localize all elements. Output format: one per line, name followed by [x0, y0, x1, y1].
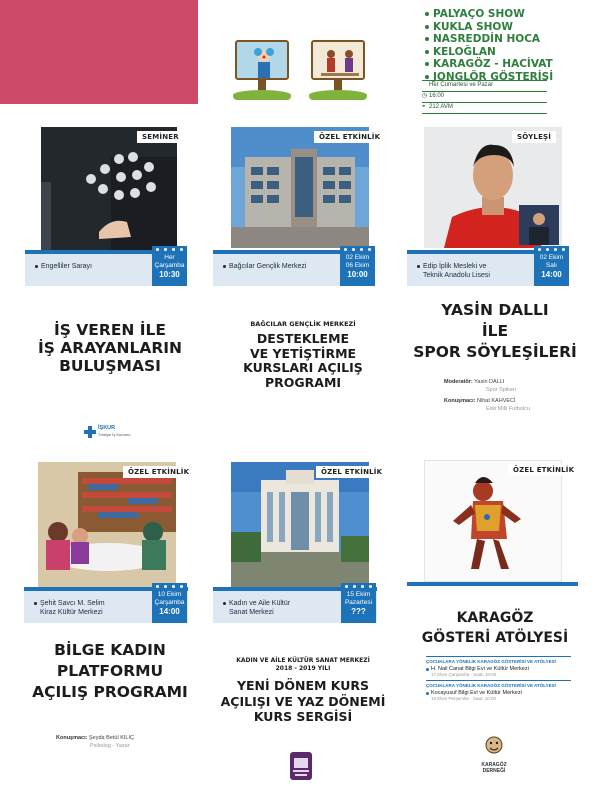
title-line: AÇILIŞ PROGRAMI: [32, 683, 188, 701]
event-place: [223, 599, 290, 617]
speaker-label: Konuşmacı:: [444, 398, 476, 404]
title-line: VE YETİŞTİRME: [249, 345, 357, 361]
event-tag: ÖZEL ETKİNLİK: [316, 466, 387, 478]
place-line: Kadın ve Aile Kültür: [229, 600, 291, 607]
event-tag: SÖYLEŞİ: [512, 131, 556, 143]
event-subtitle: BAĞCILAR GENÇLİK MERKEZİ: [250, 320, 356, 328]
moderator-role: Spor Spikeri: [486, 387, 516, 393]
info-bar: [24, 587, 188, 623]
title-line: PLATFORMU: [56, 662, 164, 680]
event-title: [30, 322, 190, 375]
show-item: PALYAÇO SHOW: [425, 8, 595, 21]
info-bar: [407, 250, 569, 286]
session-heading: ÇOCUKLARA YÖNELİK KARAGÖZ GÖSTERİSİ VE ATÖLYESİ: [426, 656, 571, 664]
event-time: 10:30: [159, 270, 180, 279]
title-line: İŞ VEREN İLE: [53, 321, 167, 339]
session-place: H. Nail Canat Bilgi Evi ve Kültür Merkezi: [426, 666, 571, 672]
session-heading: ÇOCUKLARA YÖNELİK KARAGÖZ GÖSTERİSİ VE ATÖLYESİ: [426, 680, 571, 688]
event-time: 14:00: [541, 270, 562, 279]
logo-line: KARAGÖZ: [481, 762, 507, 768]
subtitle-line: KADIN VE AİLE KÜLTÜR SANAT MERKEZİ: [236, 657, 370, 664]
event-date: 02 Ekim: [345, 254, 370, 261]
event-place: Engelliler Sarayı: [35, 262, 92, 271]
title-line: KURSLARI AÇILIŞ: [243, 360, 363, 375]
title-line: PROGRAMI: [264, 374, 342, 390]
event-tag: ÖZEL ETKİNLİK: [314, 131, 385, 143]
speaker-role: Psikolog - Yazar: [90, 743, 130, 749]
event-date: 02 Ekim: [539, 254, 564, 261]
session-time: 18 Ekim Perşembe · Saat: 10:00: [431, 696, 497, 701]
subtitle-line: 2018 - 2019 YILI: [275, 665, 331, 672]
clock-icon: ◷: [422, 93, 428, 99]
event-title: [405, 300, 585, 363]
place-row: [422, 102, 547, 113]
decorative-red-block: [0, 0, 198, 104]
seminar-photo: [41, 127, 177, 250]
show-list: [425, 8, 595, 84]
divider-bar: [407, 582, 578, 586]
event-date: Pazartesi: [344, 599, 373, 606]
youth-center-photo: [231, 127, 369, 248]
event-date: Çarşamba: [154, 599, 185, 606]
event-tag: ÖZEL ETKİNLİK: [508, 464, 579, 476]
session-list: [426, 656, 571, 704]
place-line: Şehit Savcı M. Selim: [40, 600, 105, 607]
place-text: 212 AVM: [429, 104, 453, 110]
culture-center-logo: [290, 752, 312, 780]
date-box: [341, 583, 376, 623]
event-date: Salı: [545, 262, 558, 269]
karagoz-puppet-photo: [424, 460, 562, 582]
speaker-name: Nihat KAHVECİ: [477, 398, 516, 404]
schedule-text: Her Cumartesi ve Pazar: [429, 82, 494, 88]
iskur-logo-sub: Türkiye İş Kurumu: [98, 432, 131, 437]
info-bar: [25, 250, 187, 286]
title-line: KARAGÖZ: [456, 610, 534, 626]
moderator-credit: [444, 378, 574, 394]
show-item: NASREDDİN HOCA: [425, 33, 595, 46]
event-date: 06 Ekim: [345, 262, 370, 269]
show-item: KUKLA SHOW: [425, 21, 595, 34]
title-line: AÇILIŞI VE YAZ DÖNEMİ: [220, 693, 386, 709]
title-line: BULUŞMASI: [59, 356, 161, 375]
title-line: DESTEKLEME: [256, 331, 350, 346]
show-item: JONGLÖR GÖSTERİSİ: [425, 71, 595, 84]
speaker-credit: [56, 734, 186, 750]
divider: [422, 113, 547, 114]
culture-center-photo: [231, 462, 369, 587]
date-box: [340, 246, 375, 286]
karagoz-face-icon: [484, 735, 504, 757]
speaker-photo: [424, 127, 562, 248]
place-line: Sanat Merkezi: [229, 609, 274, 616]
event-date: 10 Ekim: [157, 591, 182, 598]
date-box: [152, 246, 187, 286]
karagoz-association-logo: [476, 735, 512, 780]
event-title: [405, 608, 585, 648]
library-photo: [38, 462, 176, 587]
logo-line: DERNEĞİ: [482, 768, 506, 774]
event-date: 15 Ekim: [346, 591, 371, 598]
event-place: Bağcılar Gençlik Merkezi: [223, 262, 306, 271]
title-line: KURS SERGİSİ: [253, 709, 353, 724]
title-line: SPOR SÖYLEŞİLERİ: [413, 343, 577, 361]
time-text: 16:00: [429, 93, 445, 99]
title-line: GÖSTERİ ATÖLYESİ: [421, 630, 569, 646]
event-place: [417, 262, 490, 280]
time-row: [422, 91, 547, 102]
iskur-logo: [84, 424, 144, 440]
iskur-logo-text: İŞKUR: [98, 425, 116, 431]
location-pin-icon: ⌖: [422, 104, 426, 110]
speaker-credit: [444, 397, 574, 413]
info-bar: [213, 587, 377, 623]
speaker-name: Şeyda Betül KILIÇ: [89, 735, 134, 741]
place-line: Edip İplik Mesleki ve: [423, 263, 487, 270]
event-time: 14:00: [159, 607, 180, 616]
event-tag: ÖZEL ETKİNLİK: [123, 466, 194, 478]
title-line: BİLGE KADIN: [54, 641, 166, 659]
show-item: KELOĞLAN: [425, 46, 595, 59]
place-line: Teknik Anadolu Lisesi: [423, 272, 490, 279]
clown-sign-illustration: [233, 40, 291, 102]
event-time: 10:00: [347, 270, 368, 279]
puppets-sign-illustration: [309, 40, 367, 102]
place-line: Kiraz Kültür Merkezi: [40, 609, 103, 616]
date-box: [534, 246, 569, 286]
title-line: YENİ DÖNEM KURS: [236, 678, 370, 693]
title-line: YASİN DALLI: [441, 301, 549, 319]
speaker-label: Konuşmacı:: [56, 735, 88, 741]
schedule-row: [422, 80, 547, 91]
iskur-logo-icon: [84, 426, 96, 438]
event-title: [213, 678, 393, 725]
session-place: Kocayusuf Bilgi Evi ve Kültür Merkezi: [426, 690, 571, 696]
session-time: 17 Ekim Çarşamba · Saat: 10:00: [431, 672, 497, 677]
event-title: [20, 640, 200, 703]
title-line: İŞ ARAYANLARIN: [37, 338, 183, 357]
event-time: ???: [351, 607, 366, 616]
show-item: KARAGÖZ - HACİVAT: [425, 58, 595, 71]
speaker-role: Eski Milli Futbolcu: [486, 406, 531, 412]
event-subtitle: [213, 657, 393, 673]
event-date: Her Çarşamba: [154, 254, 185, 269]
moderator-name: Yasin DALLI: [474, 379, 505, 385]
event-place: [34, 599, 105, 617]
title-line: İLE: [481, 322, 509, 340]
moderator-label: Moderatör:: [444, 379, 473, 385]
info-bar: [213, 250, 375, 286]
date-box: [152, 583, 187, 623]
show-meta: [422, 80, 547, 114]
event-tag: SEMİNER: [137, 131, 184, 143]
event-title: [213, 332, 393, 390]
